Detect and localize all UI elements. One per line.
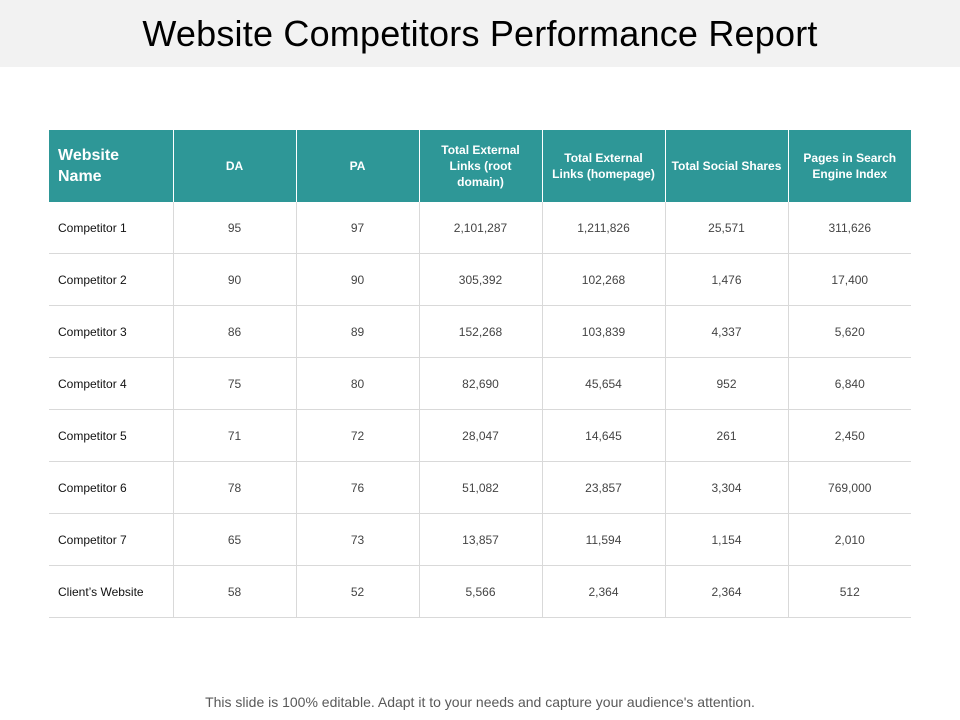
cell-pa: 52 <box>296 566 419 618</box>
cell-social-shares: 1,476 <box>665 254 788 306</box>
table-row <box>49 514 911 566</box>
cell-links-homepage: 103,839 <box>542 306 665 358</box>
table-row <box>49 306 911 358</box>
report-table <box>49 130 911 618</box>
cell-website-name: Competitor 2 <box>49 254 173 306</box>
cell-links-root-domain: 305,392 <box>419 254 542 306</box>
title-bar <box>0 0 960 67</box>
cell-pa: 97 <box>296 202 419 254</box>
cell-links-homepage: 1,211,826 <box>542 202 665 254</box>
cell-links-homepage: 11,594 <box>542 514 665 566</box>
table-row <box>49 566 911 618</box>
cell-social-shares: 261 <box>665 410 788 462</box>
cell-pages-indexed: 5,620 <box>788 306 911 358</box>
cell-social-shares: 3,304 <box>665 462 788 514</box>
table-row <box>49 202 911 254</box>
header-social-shares: Total Social Shares <box>665 130 788 202</box>
cell-da: 90 <box>173 254 296 306</box>
cell-da: 75 <box>173 358 296 410</box>
cell-pa: 90 <box>296 254 419 306</box>
cell-pa: 76 <box>296 462 419 514</box>
cell-links-homepage: 102,268 <box>542 254 665 306</box>
cell-social-shares: 952 <box>665 358 788 410</box>
cell-links-homepage: 23,857 <box>542 462 665 514</box>
cell-links-root-domain: 5,566 <box>419 566 542 618</box>
cell-pages-indexed: 512 <box>788 566 911 618</box>
cell-website-name: Competitor 7 <box>49 514 173 566</box>
cell-pages-indexed: 2,450 <box>788 410 911 462</box>
table-row <box>49 358 911 410</box>
header-pa: PA <box>296 130 419 202</box>
cell-pages-indexed: 17,400 <box>788 254 911 306</box>
cell-da: 78 <box>173 462 296 514</box>
cell-links-homepage: 45,654 <box>542 358 665 410</box>
cell-pages-indexed: 6,840 <box>788 358 911 410</box>
cell-pa: 89 <box>296 306 419 358</box>
footer-note: This slide is 100% editable. Adapt it to your needs and capture your audience's attention. <box>205 694 755 710</box>
header-pages-indexed: Pages in Search Engine Index <box>788 130 911 202</box>
cell-website-name: Competitor 5 <box>49 410 173 462</box>
cell-website-name: Competitor 6 <box>49 462 173 514</box>
table-row <box>49 462 911 514</box>
header-links-root-domain: Total External Links (root domain) <box>419 130 542 202</box>
cell-social-shares: 1,154 <box>665 514 788 566</box>
cell-links-homepage: 2,364 <box>542 566 665 618</box>
cell-pages-indexed: 769,000 <box>788 462 911 514</box>
report-table-container <box>49 130 911 618</box>
cell-da: 65 <box>173 514 296 566</box>
table-row <box>49 410 911 462</box>
cell-pa: 80 <box>296 358 419 410</box>
cell-website-name: Client’s Website <box>49 566 173 618</box>
cell-da: 58 <box>173 566 296 618</box>
header-da: DA <box>173 130 296 202</box>
cell-links-homepage: 14,645 <box>542 410 665 462</box>
cell-da: 86 <box>173 306 296 358</box>
cell-da: 95 <box>173 202 296 254</box>
page-title: Website Competitors Performance Report <box>142 12 818 54</box>
cell-links-root-domain: 13,857 <box>419 514 542 566</box>
cell-pa: 72 <box>296 410 419 462</box>
cell-links-root-domain: 51,082 <box>419 462 542 514</box>
table-row <box>49 254 911 306</box>
cell-da: 71 <box>173 410 296 462</box>
header-website-name: Website Name <box>49 130 173 202</box>
cell-pa: 73 <box>296 514 419 566</box>
cell-social-shares: 2,364 <box>665 566 788 618</box>
cell-links-root-domain: 28,047 <box>419 410 542 462</box>
header-links-homepage: Total External Links (homepage) <box>542 130 665 202</box>
table-header-row <box>49 130 911 202</box>
cell-website-name: Competitor 3 <box>49 306 173 358</box>
cell-website-name: Competitor 1 <box>49 202 173 254</box>
cell-links-root-domain: 152,268 <box>419 306 542 358</box>
cell-website-name: Competitor 4 <box>49 358 173 410</box>
cell-social-shares: 25,571 <box>665 202 788 254</box>
cell-links-root-domain: 2,101,287 <box>419 202 542 254</box>
cell-pages-indexed: 311,626 <box>788 202 911 254</box>
table-body <box>49 202 911 618</box>
cell-links-root-domain: 82,690 <box>419 358 542 410</box>
cell-social-shares: 4,337 <box>665 306 788 358</box>
cell-pages-indexed: 2,010 <box>788 514 911 566</box>
